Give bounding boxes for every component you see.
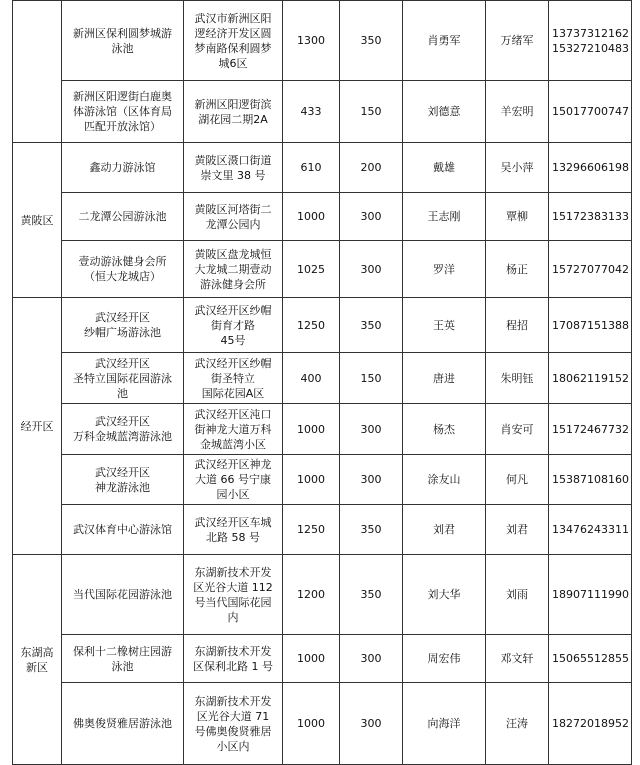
table-row [13,555,632,635]
responsible-person-cell: 何凡 [486,455,549,505]
contact-person-cell: 刘德意 [403,81,486,143]
district-cell [13,1,62,143]
phone-cell: 13476243311 [549,505,632,555]
address-cell: 东湖新技术开发 区光谷大道 112 号当代国际花园 内 [184,555,283,635]
capacity-cell: 300 [340,683,403,765]
contact-person-cell: 向海洋 [403,683,486,765]
capacity-cell: 200 [340,143,403,193]
responsible-person-cell: 刘君 [486,505,549,555]
responsible-person-cell: 覃柳 [486,193,549,241]
phone-cell: 15065512855 [549,635,632,683]
contact-person-cell: 周宏伟 [403,635,486,683]
area-cell: 1000 [283,635,340,683]
contact-person-cell: 刘大华 [403,555,486,635]
table-row [13,505,632,555]
contact-person-cell: 戴雄 [403,143,486,193]
area-cell: 1200 [283,555,340,635]
phone-cell: 13296606198 [549,143,632,193]
table-row [13,143,632,193]
capacity-cell: 150 [340,353,403,404]
contact-person-cell: 涂友山 [403,455,486,505]
area-cell: 1000 [283,193,340,241]
contact-person-cell: 王志刚 [403,193,486,241]
phone-cell: 18907111990 [549,555,632,635]
phone-cell: 15387108160 [549,455,632,505]
responsible-person-cell: 朱明钰 [486,353,549,404]
responsible-person-cell: 汪涛 [486,683,549,765]
address-cell: 武汉经开区车城 北路 58 号 [184,505,283,555]
venue-name-cell: 新洲区保利圆梦城游 泳池 [62,1,184,81]
venue-name-cell: 佛奥俊贤雅居游泳池 [62,683,184,765]
table-row [13,1,632,81]
venue-name-cell: 鑫动力游泳馆 [62,143,184,193]
responsible-person-cell: 肖安可 [486,404,549,455]
contact-person-cell: 杨杰 [403,404,486,455]
address-cell: 武汉经开区神龙 大道 66 号宁康 园小区 [184,455,283,505]
responsible-person-cell: 羊宏明 [486,81,549,143]
phone-cell: 15017700747 [549,81,632,143]
venue-name-cell: 武汉经开区 神龙游泳池 [62,455,184,505]
capacity-cell: 300 [340,241,403,298]
capacity-cell: 300 [340,635,403,683]
venue-name-cell: 武汉经开区 纱帽广场游泳池 [62,298,184,353]
area-cell: 1250 [283,505,340,555]
table-row [13,298,632,353]
address-cell: 黄陂区盘龙城恒 大龙城二期壹动 游泳健身会所 [184,241,283,298]
table-row [13,635,632,683]
contact-person-cell: 唐进 [403,353,486,404]
table-row [13,193,632,241]
contact-person-cell: 王英 [403,298,486,353]
venue-name-cell: 武汉体育中心游泳馆 [62,505,184,555]
area-cell: 1250 [283,298,340,353]
district-cell: 东湖高 新区 [13,555,62,765]
venue-name-cell: 武汉经开区 万科金城蓝湾游泳池 [62,404,184,455]
capacity-cell: 150 [340,81,403,143]
address-cell: 武汉经开区沌口 街神龙大道万科 金城蓝湾小区 [184,404,283,455]
area-cell: 1000 [283,683,340,765]
phone-cell: 18062119152 [549,353,632,404]
area-cell: 610 [283,143,340,193]
contact-person-cell: 刘君 [403,505,486,555]
address-cell: 黄陂区河塔街二 龙潭公园内 [184,193,283,241]
area-cell: 1000 [283,455,340,505]
capacity-cell: 350 [340,1,403,81]
responsible-person-cell: 邓文轩 [486,635,549,683]
address-cell: 黄陂区滠口街道 崇文里 38 号 [184,143,283,193]
venue-name-cell: 保利十二橡树庄园游 泳池 [62,635,184,683]
responsible-person-cell: 刘雨 [486,555,549,635]
area-cell: 400 [283,353,340,404]
capacity-cell: 350 [340,555,403,635]
contact-person-cell: 肖勇军 [403,1,486,81]
capacity-cell: 350 [340,298,403,353]
responsible-person-cell: 程招 [486,298,549,353]
responsible-person-cell: 吴小萍 [486,143,549,193]
table-row [13,404,632,455]
venue-name-cell: 新洲区阳逻街白鹿奥 体游泳馆（区体育局 匹配开放泳馆） [62,81,184,143]
address-cell: 新洲区阳逻街滨 湖花园二期2A [184,81,283,143]
capacity-cell: 300 [340,193,403,241]
capacity-cell: 350 [340,505,403,555]
phone-cell: 15727077042 [549,241,632,298]
address-cell: 武汉经开区纱帽 街育才路 45号 [184,298,283,353]
table-row [13,455,632,505]
responsible-person-cell: 杨正 [486,241,549,298]
table-row [13,81,632,143]
venue-name-cell: 武汉经开区 圣特立国际花园游泳 池 [62,353,184,404]
area-cell: 433 [283,81,340,143]
address-cell: 武汉市新洲区阳 逻经济开发区圆 梦南路保利圆梦 城6区 [184,1,283,81]
responsible-person-cell: 万绪军 [486,1,549,81]
phone-cell: 15172467732 [549,404,632,455]
area-cell: 1000 [283,404,340,455]
address-cell: 武汉经开区纱帽 街圣特立 国际花园A区 [184,353,283,404]
contact-person-cell: 罗洋 [403,241,486,298]
swimming-pool-table [12,0,632,765]
phone-cell: 17087151388 [549,298,632,353]
address-cell: 东湖新技术开发 区保利北路 1 号 [184,635,283,683]
phone-cell: 13737312162 15327210483 [549,1,632,81]
area-cell: 1025 [283,241,340,298]
district-cell: 经开区 [13,298,62,555]
table-row [13,241,632,298]
venue-name-cell: 二龙潭公园游泳池 [62,193,184,241]
table-row [13,683,632,765]
area-cell: 1300 [283,1,340,81]
venue-name-cell: 壹动游泳健身会所 （恒大龙城店） [62,241,184,298]
table-row [13,353,632,404]
venue-name-cell: 当代国际花园游泳池 [62,555,184,635]
district-cell: 黄陂区 [13,143,62,298]
address-cell: 东湖新技术开发 区光谷大道 71 号佛奥俊贤雅居 小区内 [184,683,283,765]
capacity-cell: 300 [340,404,403,455]
phone-cell: 15172383133 [549,193,632,241]
phone-cell: 18272018952 [549,683,632,765]
capacity-cell: 300 [340,455,403,505]
